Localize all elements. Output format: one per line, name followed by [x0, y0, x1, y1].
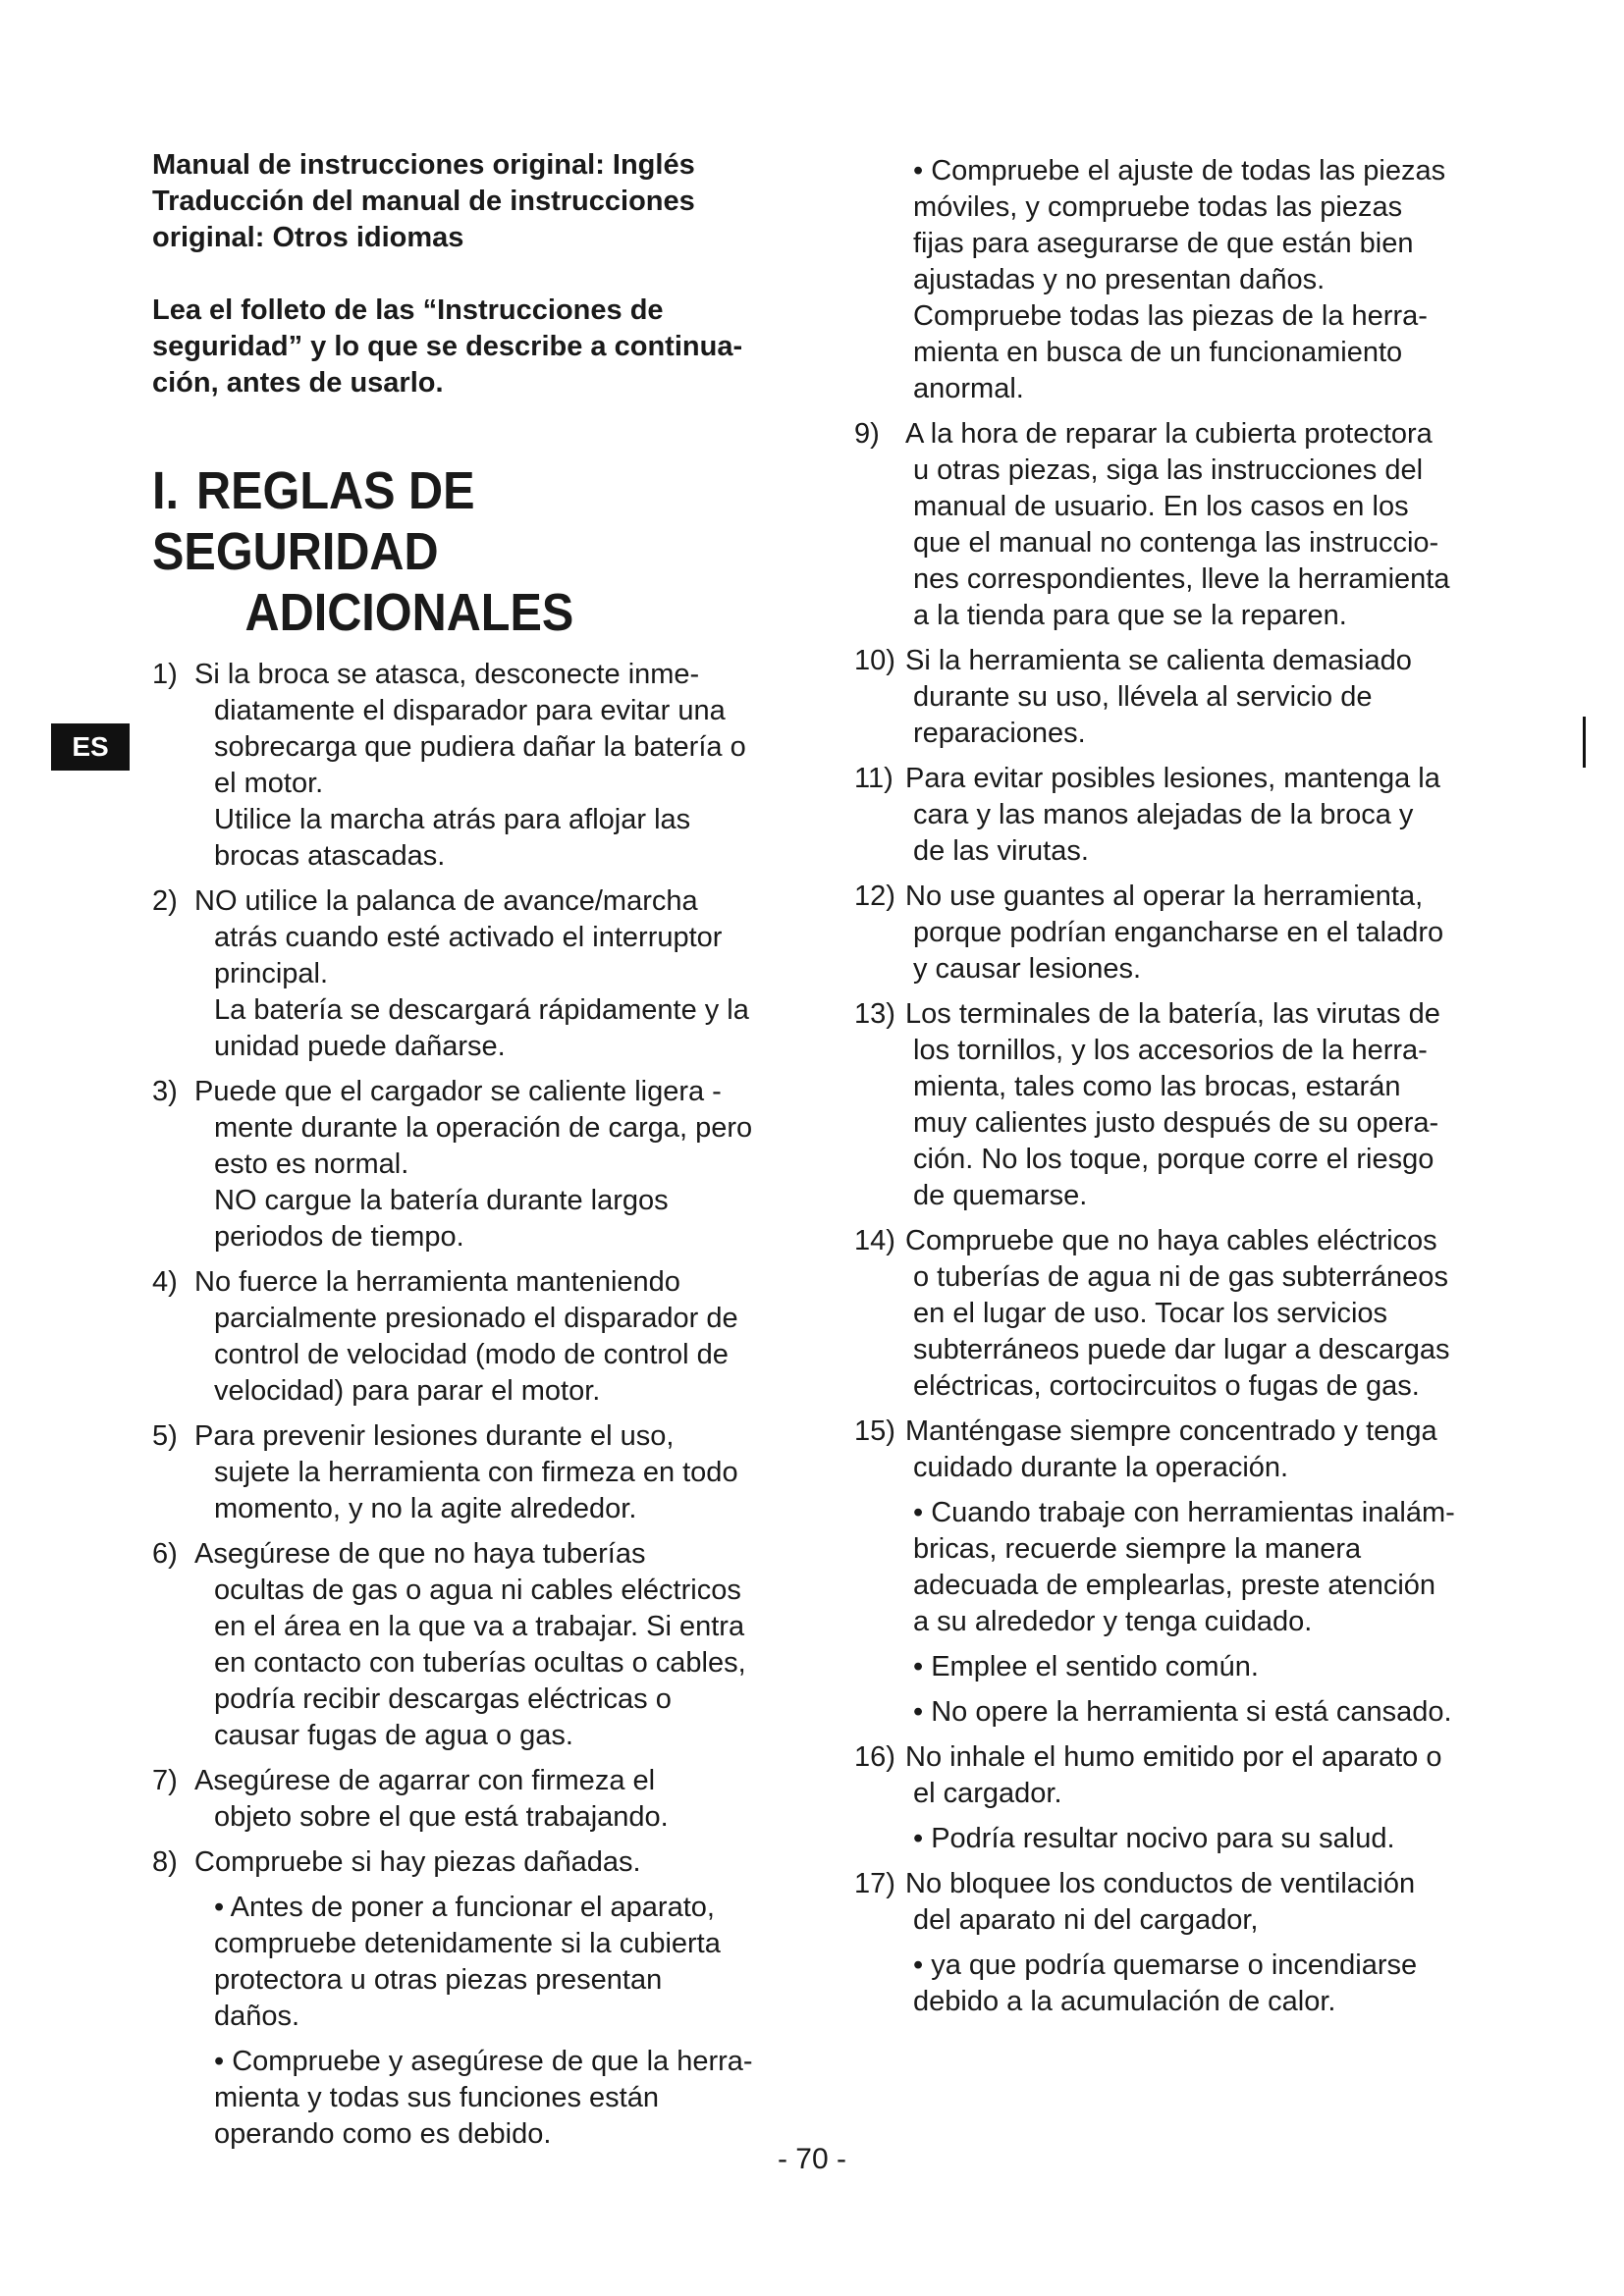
item-line: el cargador.	[913, 1778, 1062, 1809]
item-line: muy calientes justo después de su opera-	[913, 1107, 1439, 1139]
list-item	[854, 643, 1492, 752]
item-line: La batería se descargará rápidamente y la	[214, 994, 749, 1026]
list-item	[152, 883, 781, 1065]
item-line: Para prevenir lesiones durante el uso,	[194, 1420, 675, 1452]
item-line: nes correspondientes, lleve la herramienta	[913, 563, 1450, 595]
item-line: el motor.	[214, 768, 324, 799]
list-item	[854, 879, 1492, 988]
right-item-list	[854, 416, 1492, 1486]
intro-line: Lea el folleto de las “Instrucciones de	[152, 294, 664, 326]
bullet-line: daños.	[214, 2001, 300, 2032]
item-line: Manténgase siempre concentrado y tenga	[905, 1415, 1437, 1447]
item-line: en contacto con tuberías ocultas o cables,	[214, 1647, 746, 1679]
bullet-line: adecuada de emplearlas, preste atención	[913, 1570, 1436, 1601]
item-number: 1)	[152, 659, 178, 690]
item-number: 7)	[152, 1765, 178, 1796]
item-number: 10)	[854, 645, 895, 676]
item-line: u otras piezas, siga las instrucciones del	[913, 454, 1424, 486]
intro-line: seguridad” y lo que se describe a continua-	[152, 331, 743, 362]
item-line: control de velocidad (modo de control de	[214, 1339, 729, 1370]
item-line: en el lugar de uso. Tocar los servicios	[913, 1298, 1388, 1329]
item-line: NO utilice la palanca de avance/marcha	[194, 885, 698, 917]
bullet-line: protectora u otras piezas presentan	[214, 1964, 663, 1996]
item-line: mienta, tales como las brocas, estarán	[913, 1071, 1401, 1102]
list-item	[152, 1418, 781, 1527]
bullet-line: operando como es debido.	[214, 2118, 552, 2150]
item-line: que el manual no contenga las instruccio-	[913, 527, 1439, 559]
bullet-line: • Emplee el sentido común.	[913, 1651, 1259, 1682]
item-line: principal.	[214, 958, 329, 989]
item-line: ocultas de gas o agua ni cables eléctricos	[214, 1575, 741, 1606]
item-number: 9)	[854, 418, 880, 450]
item-line: diatamente el disparador para evitar una	[214, 695, 726, 726]
bullet-line: mienta en busca de un funcionamiento	[913, 337, 1403, 368]
bullet-line: • Compruebe el ajuste de todas las piezas	[913, 155, 1446, 187]
item-line: objeto sobre el que está trabajando.	[214, 1801, 669, 1833]
item-line: brocas atascadas.	[214, 840, 446, 872]
item-line: y causar lesiones.	[913, 953, 1142, 985]
bullet-line: • Podría resultar nocivo para su salud.	[913, 1823, 1395, 1854]
item-line: unidad puede dañarse.	[214, 1031, 506, 1062]
section-heading	[152, 460, 718, 643]
item-line: Asegúrese de que no haya tuberías	[194, 1538, 646, 1570]
bullet-item	[152, 2044, 781, 2153]
section-title-line2: ADICIONALES	[244, 583, 574, 642]
item-number: 2)	[152, 885, 178, 917]
bullet-item	[854, 1948, 1492, 2020]
bullet-line: fijas para asegurarse de que están bien	[913, 228, 1414, 259]
item-line: causar fugas de agua o gas.	[214, 1720, 573, 1751]
intro-line: ción, antes de usarlo.	[152, 367, 444, 399]
item-line: Asegúrese de agarrar con firmeza el	[194, 1765, 656, 1796]
item-number: 13)	[854, 998, 895, 1030]
item-number: 4)	[152, 1266, 178, 1298]
item-line: No bloquee los conductos de ventilación	[905, 1868, 1416, 1899]
item-line: periodos de tiempo.	[214, 1221, 464, 1253]
list-item	[854, 1414, 1492, 1486]
item-line: de quemarse.	[913, 1180, 1088, 1211]
item-line: a la tienda para que se la reparen.	[913, 600, 1347, 631]
item-line: No inhale el humo emitido por el aparato o	[905, 1741, 1442, 1773]
list-item	[854, 416, 1492, 634]
list-item	[152, 1844, 781, 1881]
item-line: NO cargue la batería durante largos	[214, 1185, 669, 1216]
item8-bullet-continued	[854, 153, 1492, 407]
bullet-item	[152, 1890, 781, 2035]
intro-line: original: Otros idiomas	[152, 222, 464, 253]
list-item	[854, 1739, 1492, 1812]
list-item	[152, 657, 781, 875]
list-item	[854, 1223, 1492, 1405]
bullet-line: • No opere la herramienta si está cansado.	[913, 1696, 1452, 1728]
list-item	[152, 1074, 781, 1255]
bullet-item	[854, 1649, 1492, 1685]
item-line: durante su uso, llévela al servicio de	[913, 681, 1373, 713]
item-line: A la hora de reparar la cubierta protectora	[905, 418, 1433, 450]
bullet-line: • Compruebe y asegúrese de que la herra-	[214, 2046, 753, 2077]
item-line: Si la broca se atasca, desconecte inme-	[194, 659, 700, 690]
right-column	[854, 147, 1492, 2029]
item-number: 11)	[854, 763, 893, 794]
item-line: de las virutas.	[913, 835, 1089, 867]
item-line: manual de usuario. En los casos en los	[913, 491, 1409, 522]
item-number: 17)	[854, 1868, 895, 1899]
item-line: Puede que el cargador se caliente ligera -	[194, 1076, 722, 1107]
item16-bullets	[854, 1821, 1492, 1857]
list-item	[152, 1536, 781, 1754]
item-number: 14)	[854, 1225, 895, 1256]
language-badge: ES	[51, 723, 130, 771]
original-manual-note	[152, 147, 781, 256]
item-line: sobrecarga que pudiera dañar la batería o	[214, 731, 746, 763]
item-number: 3)	[152, 1076, 178, 1107]
item-number: 12)	[854, 881, 895, 912]
item-16	[854, 1739, 1492, 1812]
item-line: ción. No los toque, porque corre el riesgo	[913, 1144, 1435, 1175]
left-column	[152, 147, 781, 2162]
item-line: cara y las manos alejadas de la broca y	[913, 799, 1414, 830]
item-number: 5)	[152, 1420, 178, 1452]
bullet-item	[854, 1495, 1492, 1640]
list-item	[152, 1264, 781, 1410]
item-line: mente durante la operación de carga, pero	[214, 1112, 753, 1144]
item-line: eléctricas, cortocircuitos o fugas de gas.	[913, 1370, 1420, 1402]
item-line: Los terminales de la batería, las virutas de	[905, 998, 1440, 1030]
item-line: Compruebe que no haya cables eléctricos	[905, 1225, 1437, 1256]
item-line: atrás cuando esté activado el interruptor	[214, 922, 723, 953]
item-line: los tornillos, y los accesorios de la herra-	[913, 1035, 1428, 1066]
page-number: - 70 -	[777, 2143, 847, 2175]
section-title-line1: REGLAS DE SEGURIDAD	[152, 461, 475, 581]
item-line: No fuerce la herramienta manteniendo	[194, 1266, 680, 1298]
item-line: Compruebe si hay piezas dañadas.	[194, 1846, 641, 1878]
bullet-line: compruebe detenidamente si la cubierta	[214, 1928, 721, 1959]
item-line: esto es normal.	[214, 1148, 409, 1180]
list-item	[854, 761, 1492, 870]
item15-bullets	[854, 1495, 1492, 1731]
bullet-item	[854, 1694, 1492, 1731]
intro-line: Manual de instrucciones original: Inglés	[152, 149, 695, 181]
bullet-line: • ya que podría quemarse o incendiarse	[913, 1949, 1418, 1981]
read-safety-note	[152, 293, 781, 401]
item-line: cuidado durante la operación.	[913, 1452, 1289, 1483]
bullet-line: móviles, y compruebe todas las piezas	[913, 191, 1403, 223]
item-line: del aparato ni del cargador,	[913, 1904, 1259, 1936]
item-line: parcialmente presionado el disparador de	[214, 1303, 738, 1334]
intro-line: Traducción del manual de instrucciones	[152, 186, 695, 217]
list-item	[854, 1866, 1492, 1939]
item-number: 15)	[854, 1415, 895, 1447]
bullet-line: debido a la acumulación de calor.	[913, 1986, 1336, 2017]
list-item	[152, 1763, 781, 1836]
item-line: Para evitar posibles lesiones, mantenga la	[905, 763, 1440, 794]
item-line: momento, y no la agite alrededor.	[214, 1493, 637, 1524]
item-line: subterráneos puede dar lugar a descargas	[913, 1334, 1450, 1365]
item-line: No use guantes al operar la herramienta,	[905, 881, 1424, 912]
item-line: reparaciones.	[913, 718, 1086, 749]
bullet-line: mienta y todas sus funciones están	[214, 2082, 659, 2113]
item8-bullets	[152, 1890, 781, 2153]
bullet-line: anormal.	[913, 373, 1024, 404]
item-line: podría recibir descargas eléctricas o	[214, 1683, 672, 1715]
item-line: Utilice la marcha atrás para aflojar las	[214, 804, 691, 835]
item-line: Si la herramienta se calienta demasiado	[905, 645, 1412, 676]
bullet-line: ajustadas y no presentan daños.	[913, 264, 1326, 295]
bullet-line: • Antes de poner a funcionar el aparato,	[214, 1892, 715, 1923]
item-number: 6)	[152, 1538, 178, 1570]
item-number: 16)	[854, 1741, 895, 1773]
bullet-item	[854, 153, 1492, 407]
section-number: I.	[152, 461, 180, 520]
item-line: en el área en la que va a trabajar. Si entra	[214, 1611, 745, 1642]
item-line: o tuberías de agua ni de gas subterráneos	[913, 1261, 1448, 1293]
item-number: 8)	[152, 1846, 178, 1878]
left-item-list	[152, 657, 781, 1881]
bullet-line: a su alrededor y tenga cuidado.	[913, 1606, 1313, 1637]
list-item	[854, 996, 1492, 1214]
bullet-line: Compruebe todas las piezas de la herra-	[913, 300, 1428, 332]
item-line: velocidad) para parar el motor.	[214, 1375, 601, 1407]
item-line: sujete la herramienta con firmeza en todo	[214, 1457, 738, 1488]
item17-bullets	[854, 1948, 1492, 2020]
bullet-line: • Cuando trabaje con herramientas inalám-	[913, 1497, 1455, 1528]
item-line: porque podrían engancharse en el taladro	[913, 917, 1444, 948]
item-17	[854, 1866, 1492, 1939]
bullet-line: bricas, recuerde siempre la manera	[913, 1533, 1362, 1565]
change-marker-bar	[1583, 717, 1586, 768]
bullet-item	[854, 1821, 1492, 1857]
